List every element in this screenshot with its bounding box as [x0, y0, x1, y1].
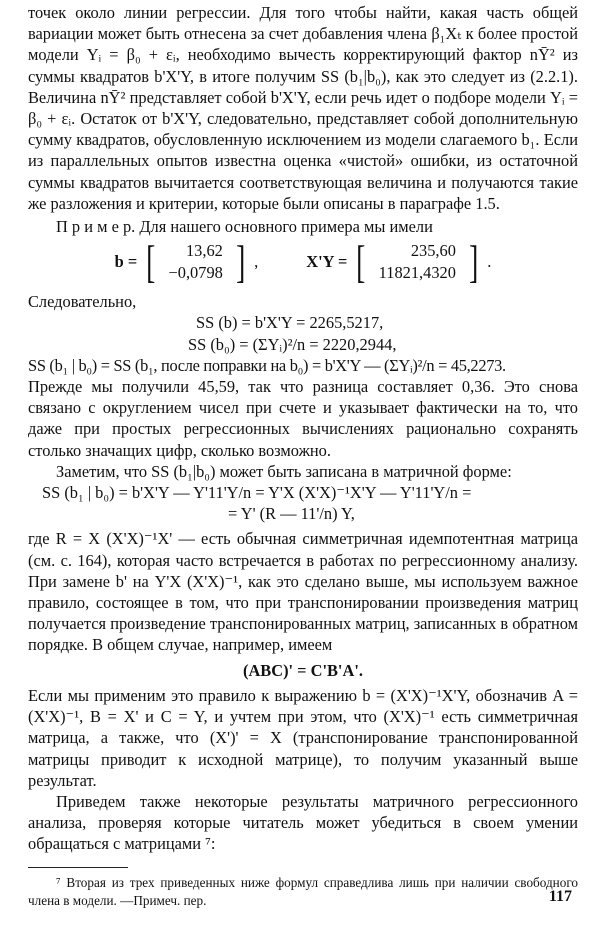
- equation-matrix-line1: SS (b₁ | b₀) = b'X'Y — Y'11'Y/n = Y'X (X'X)⁻¹X'Y — Y'11'Y/n =: [42, 483, 472, 503]
- matrix-xy-label: X'Y =: [306, 252, 348, 272]
- matrix-b-value: 13,62: [185, 241, 223, 261]
- equation-abc-transpose: (ABC)' = C'B'A'.: [243, 660, 363, 680]
- equation-ss-b: SS (b) = b'X'Y = 2265,5217,: [196, 313, 384, 333]
- left-bracket: [: [356, 236, 366, 288]
- example-intro: П р и м е р. Для нашего основного примера мы имели: [56, 217, 433, 237]
- equation-ss-b0: SS (b₀) = (ΣYᵢ)²/n = 2220,2944,: [188, 334, 397, 354]
- consequently-label: Следовательно,: [28, 292, 137, 312]
- matrix-b: b = [ 13,62 −0,0798 ] ,: [114, 236, 259, 288]
- matrix-xy-value: 235,60: [410, 241, 456, 261]
- paragraph-idempotent: где R = X (X'X)⁻¹X' — есть обычная симметричная идемпотентная матрица (см. с. 164), которая часто встречается в работах по регрессионному анализу. При замене b' на Y'X (X'X)⁻¹, как это сделано выше, мы используем важное правило, состоящее в том, что при транспонировании произведения матриц получается произведение транспонированных матриц, записанных в обратном порядке. В общем случае, например, имеем: [28, 529, 578, 655]
- matrix-xy-column: [375, 240, 460, 284]
- equation-ss-b1: SS (b₁ | b₀) = SS (b₁, после поправки на b₀) = b'X'Y — (ΣYᵢ)²/n = 45,2273.: [28, 355, 506, 375]
- paragraph-apply-rule: Если мы применим это правило к выражению b = (X'X)⁻¹X'Y, обозначив A = (X'X)⁻¹, B = X' и C = Y, и учтем при этом, что (X'X)⁻¹ есть симметричная матрица, а также, что (X')' = X (транспонирование транспонированной матрицы приводит к исходной матрице), то получим указанный выше результат.: [28, 685, 578, 790]
- matrix-b-value: −0,0798: [168, 263, 223, 283]
- right-bracket: ]: [235, 236, 246, 288]
- paragraph-regression-variation: точек около линии регрессии. Для того чтобы найти, какая часть общей вариации может быть отнесена за счет добавления члена β₁Xₜ к более простой модели Yᵢ = β₀ + εᵢ, необходимо вычесть корректирующий фактор nȲ² из суммы квадратов b'X'Y, в итоге получим SS (b₁|b₀), как это следует из (2.2.1). Величина nȲ² представляет собой b'X'Y, если речь идет о подборе модели Yᵢ = β₀ + εᵢ. Остаток от b'X'Y, следовательно, представляет собой дополнительную сумму квадратов, обусловленную исключением из модели слагаемого b₁. Если из параллельных опытов известна оценка «чистой» ошибки, из остаточной суммы квадратов вычитается соответствующая величина и получаются такие же разложения и критерии, которые были описаны в параграфе 1.5.: [28, 3, 578, 213]
- paragraph-further-results: Приведем также некоторые результаты матричного регрессионного анализа, проверяя которые читатель может убедиться в своем умении обращаться с матрицами ⁷:: [28, 791, 578, 854]
- footnote-7: ⁷ Вторая из трех приведенных ниже формул справедлива лишь при наличии свободного члена в модели. —Примеч. пер.: [28, 874, 578, 908]
- matrix-b-column: [165, 240, 227, 284]
- matrix-b-label: b =: [114, 252, 138, 272]
- paragraph-rounding: Прежде мы получили 45,59, так что разница составляет 0,36. Это снова связано с округлением чисел при счете и указывает фактически на то, что даже при простых регрессионных вычислениях рационально сохранять столько значащих цифр, сколько возможно.: [28, 377, 578, 460]
- equation-matrix-line2: = Y' (R — 11'/n) Y,: [228, 504, 355, 524]
- example-matrices: [28, 236, 578, 288]
- page-body: [28, 2, 578, 910]
- footnote-divider: [28, 867, 128, 868]
- left-bracket: [: [146, 236, 156, 288]
- paragraph-matrix-form: Заметим, что SS (b₁|b₀) может быть записана в матричной форме:: [56, 461, 512, 481]
- page-number: 117: [548, 888, 572, 905]
- matrix-xy-value: 11821,4320: [378, 263, 456, 283]
- matrix-xy: X'Y = [ 235,60 11821,4320 ] .: [306, 236, 492, 288]
- right-bracket: ]: [468, 236, 479, 288]
